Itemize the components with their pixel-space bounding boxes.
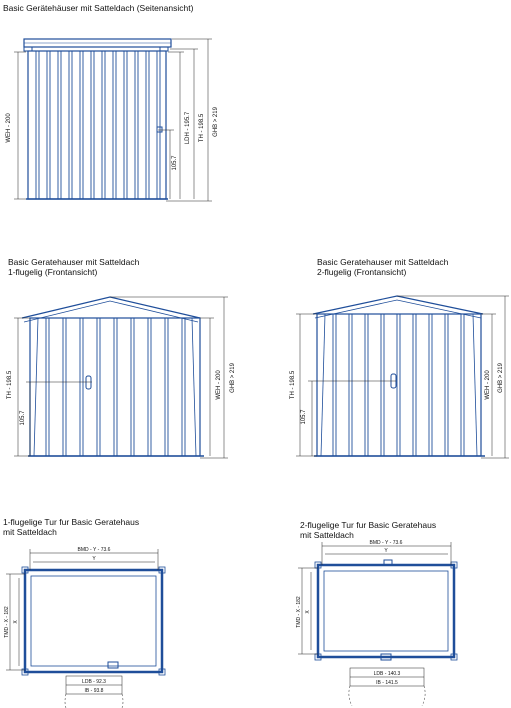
door2-bmd-label: BMD - Y - 73.6: [369, 540, 403, 546]
side-weh-label: WEH - 200: [6, 113, 12, 143]
door-1-title-line2: mit Satteldach: [3, 527, 57, 537]
door1-bmd-label: BMD - Y - 73.6: [77, 547, 111, 553]
front-view-2-title-line2: 2-flugelig (Frontansicht): [317, 267, 407, 277]
front2-th-label: TH - 198.5: [290, 370, 296, 400]
side-ldh-label: LDH - 195.7: [185, 111, 191, 145]
front-view-2-dimensions: [296, 296, 509, 458]
door-2-plan: [315, 560, 457, 660]
door-2-title-line1: 2-flugelige Tur fur Basic Geratehaus: [300, 520, 437, 530]
side-105-label: 105.7: [172, 155, 178, 171]
door2-ldb-label: LDB - 140.3: [373, 671, 401, 677]
door1-x-label: X: [13, 620, 19, 624]
front1-ghb-label: GHB > 219: [230, 363, 236, 393]
front1-th-label: TH - 198.5: [7, 370, 13, 400]
side-th-label: TH - 198.5: [199, 113, 205, 143]
door1-y-label: Y: [92, 556, 96, 562]
door2-tmd-label: TMD - X - 182: [296, 596, 302, 628]
front2-weh-label: WEH - 200: [485, 370, 491, 400]
side-view-shed: [24, 39, 171, 199]
door2-y-label: Y: [384, 548, 388, 554]
door1-tmd-label: TMD - X - 182: [4, 606, 10, 638]
door-2-title-line2: mit Satteldach: [300, 530, 354, 540]
front-view-1-title-line1: Basic Geratehauser mit Satteldach: [8, 257, 140, 267]
door-1-title-line1: 1-flugelige Tur fur Basic Geratehaus: [3, 517, 140, 527]
front1-weh-label: WEH - 200: [216, 370, 222, 400]
side-view-title: Basic Gerätehäuser mit Satteldach (Seitenansicht): [3, 3, 194, 13]
door1-ldb-label: LDB - 92.3: [82, 679, 106, 685]
front2-105-label: 105.7: [301, 409, 307, 425]
door2-x-label: X: [305, 610, 311, 614]
front1-105-label: 105.7: [20, 410, 26, 426]
front2-ghb-label: GHB > 219: [498, 363, 504, 393]
front-view-1-title-line2: 1-flugelig (Frontansicht): [8, 267, 98, 277]
side-ghb-label: GHB > 219: [213, 107, 219, 137]
front-view-1-shed: [22, 297, 204, 456]
front-view-2-shed: [313, 296, 485, 456]
door2-ib-label: IB - 141.5: [376, 680, 398, 686]
door1-ib-label: IB - 93.8: [84, 688, 104, 694]
front-view-2-title-line1: Basic Geratehauser mit Satteldach: [317, 257, 449, 267]
door-1-plan: [22, 567, 165, 675]
